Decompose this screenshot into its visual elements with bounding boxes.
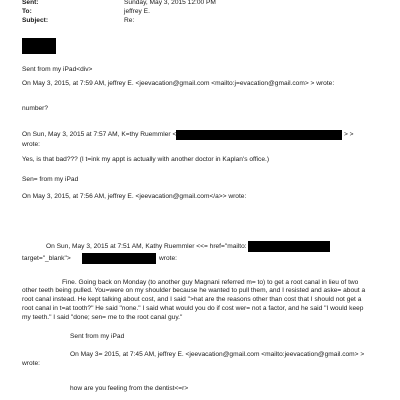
body-line: Fine. Going back on Monday (to another guy Magnani referred m= to) to get a root canal in lieu of two bbox=[62, 279, 359, 286]
body-line: Sent from my iPad<div> bbox=[22, 66, 93, 73]
body-line: how are you feeling from the dentist<=r> bbox=[70, 385, 189, 392]
body-line: On May 3= 2015, at 7:45 AM, jeffrey E. <jeevacation@gmail.com <mailto:jeevacation@gmail.com> > bbox=[70, 351, 365, 358]
redaction-box bbox=[82, 253, 156, 264]
body-line: On Sun, May 3, 2015 at 7:51 AM, Kathy Ruemmler <<= href="mailto: bbox=[46, 243, 247, 250]
body-line: root canal in t=at tooth?" He said "none." I said what would you do if cost wer= not a factor, and he said "I would keep bbox=[22, 305, 364, 312]
body-line: > > bbox=[344, 131, 354, 138]
body-line: On May 3, 2015, at 7:59 AM, jeffrey E. <jeevacation@gmail.com <mailto:j=evacation@gmail.com> > wrote: bbox=[22, 80, 335, 87]
redaction-box bbox=[248, 241, 330, 252]
body-line: target="_blank"> bbox=[22, 255, 71, 262]
subject-label: Subject: bbox=[22, 17, 49, 24]
sent-value: Sunday, May 3, 2015 12:00 PM bbox=[124, 0, 216, 6]
redaction-box bbox=[176, 130, 342, 140]
body-line: my teeth." I said "done; sen= me to the root canal guy." bbox=[22, 314, 183, 321]
sent-label: Sent: bbox=[22, 0, 39, 6]
body-line: On Sun, May 3, 2015 at 7:57 AM, K=thy Ruemmler < bbox=[22, 131, 177, 138]
to-label: To: bbox=[22, 8, 32, 15]
body-line: Sent from my iPad bbox=[70, 333, 125, 340]
body-line: root canal instead. He kept talking about cost, and I said ">hat are the reasons other than cost that I should not get a bbox=[22, 296, 362, 303]
redaction-box bbox=[22, 38, 56, 54]
body-line: number? bbox=[22, 105, 49, 112]
body-line: On May 3, 2015, at 7:56 AM, jeffrey E. <jeevacation@gmail.com</a>> wrote: bbox=[22, 193, 247, 200]
body-line: wrote: bbox=[22, 141, 40, 148]
body-line: other teeth being pulled. You=were on my shoulder because he wanted to pull them, and I resisted and aske= about a bbox=[22, 287, 366, 294]
subject-value: Re: bbox=[124, 17, 135, 24]
to-value: jeffrey E. bbox=[124, 8, 150, 15]
body-line: Yes, is that bad??? (I t=ink my appt is actually with another doctor in Kaplan's office.) bbox=[22, 156, 270, 163]
body-line: wrote: bbox=[159, 255, 177, 262]
body-line: wrote: bbox=[22, 360, 40, 367]
body-line: Sen= from my iPad bbox=[22, 176, 79, 183]
